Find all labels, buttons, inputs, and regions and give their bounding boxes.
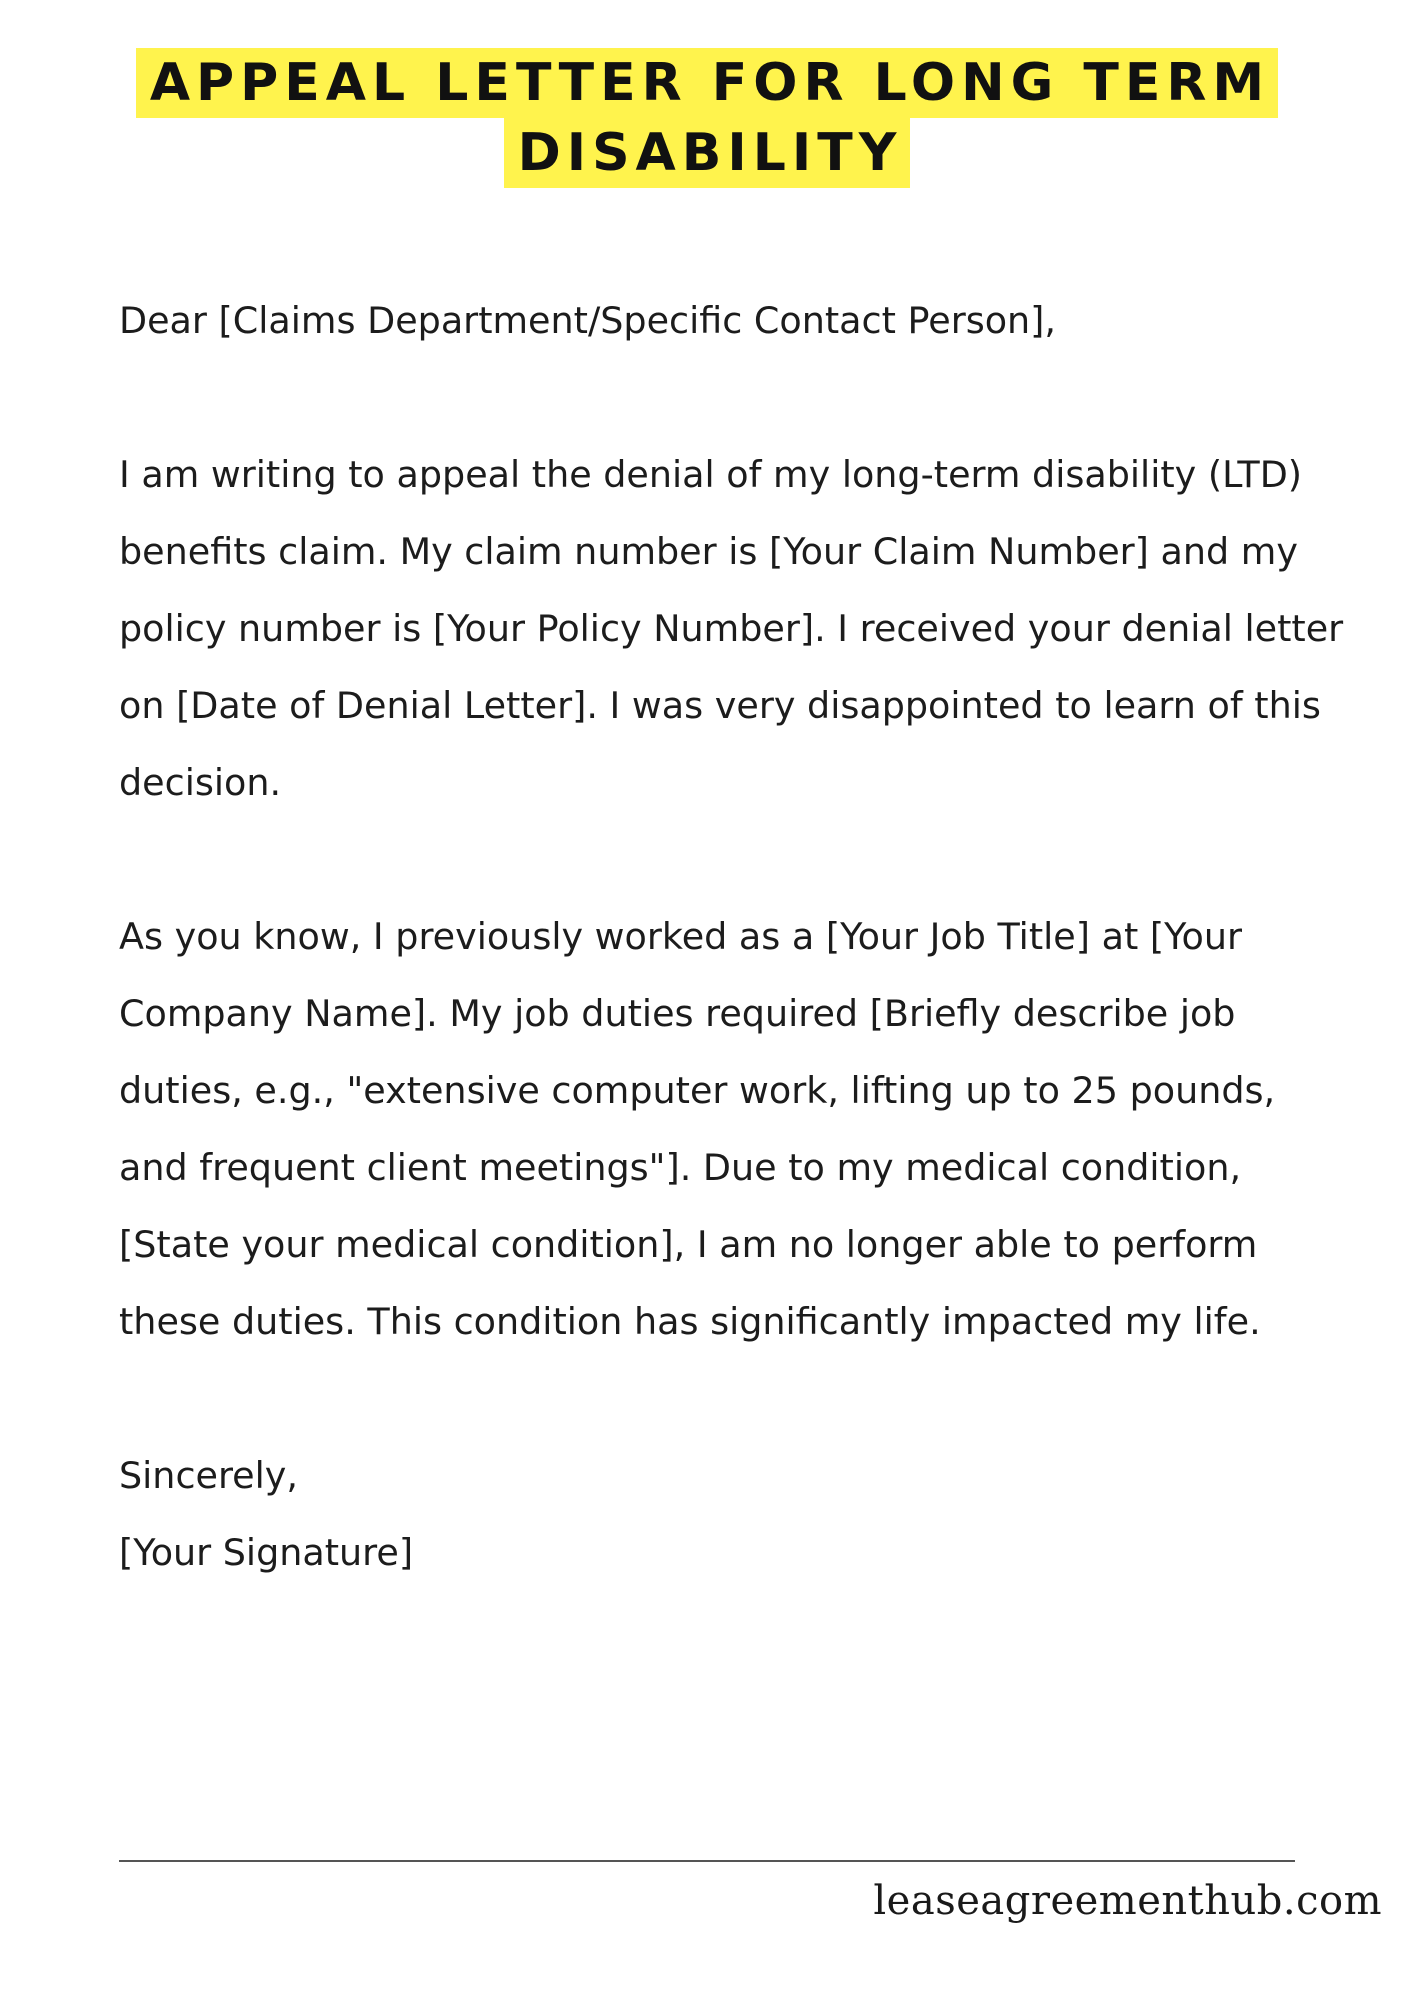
title-line-1: APPEAL LETTER FOR LONG TERM — [136, 48, 1278, 118]
spacer — [119, 1360, 1349, 1437]
spacer — [119, 359, 1349, 436]
signature-placeholder: [Your Signature] — [119, 1531, 414, 1574]
document-title — [0, 48, 1414, 188]
footer-divider — [119, 1860, 1295, 1862]
spacer — [119, 821, 1349, 898]
paragraph-1: I am writing to appeal the denial of my long-term disability (LTD) benefits claim. My claim number is [Your Claim Number] and my policy number is [Your Policy Number]. I received your denial letter on [Date of Denial Letter]. I was very disappointed to learn of this decision. — [119, 453, 1344, 804]
title-line-2: DISABILITY — [504, 118, 911, 188]
brand-link[interactable]: leaseagreementhub.com — [873, 1878, 1382, 1924]
letter-body — [119, 282, 1349, 1591]
closing — [119, 1437, 1349, 1591]
salutation: Dear [Claims Department/Specific Contact Person], — [119, 299, 1057, 342]
paragraph-2: As you know, I previously worked as a [Your Job Title] at [Your Company Name]. My job duties required [Briefly describe job duties, e.g., "extensive computer work, lifting up to 25 pounds, and frequent client meetings"]. Due to my medical condition, [State your medical condition], I am no longer able to perform these duties. This condition has significantly impacted my life. — [119, 915, 1276, 1343]
closing-text: Sincerely, — [119, 1454, 298, 1497]
